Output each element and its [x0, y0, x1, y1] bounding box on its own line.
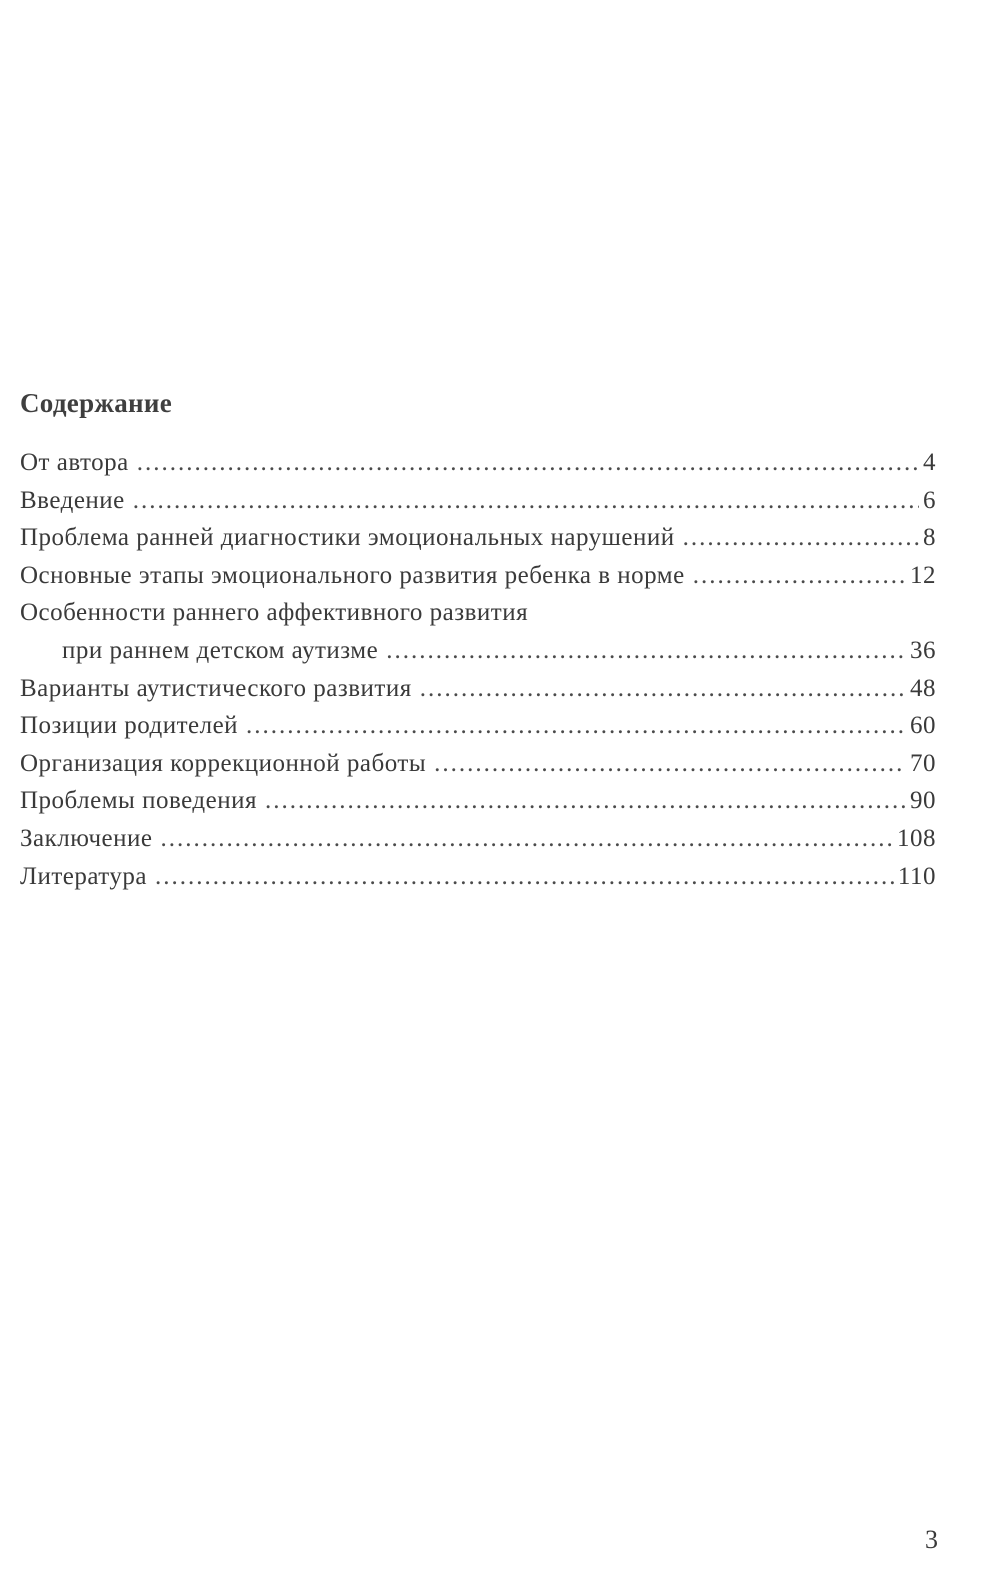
toc-leader-dots — [137, 445, 919, 481]
toc-entry-page: 8 — [923, 524, 936, 552]
toc-entry-label: Введение — [20, 486, 125, 514]
toc-leader-dots — [434, 746, 906, 782]
toc-list — [20, 445, 936, 895]
toc-title: Содержание — [20, 388, 173, 418]
toc-entry-label: Особенности раннего аффективного развития — [20, 599, 529, 627]
page-number: 3 — [925, 1525, 938, 1554]
toc-leader-dots — [693, 558, 906, 594]
toc-entry-page: 70 — [910, 749, 936, 777]
toc-entry-page: 90 — [910, 787, 936, 815]
toc-entry-label: Проблемы поведения — [20, 787, 257, 815]
toc-entry-page: 60 — [910, 712, 936, 740]
toc-entry — [20, 859, 936, 895]
toc-entry-label: Основные этапы эмоционального развития ребенка в норме — [20, 561, 685, 589]
toc-leader-dots — [420, 671, 906, 707]
toc-leader-dots — [386, 633, 906, 669]
toc-entry-label: От автора — [20, 449, 129, 476]
toc-entry-label: Литература — [20, 862, 147, 890]
toc-entry-label: Организация коррекционной работы — [20, 749, 427, 777]
toc-entry-label: Заключение — [20, 824, 153, 852]
toc-entry-label: Варианты аутистического развития — [20, 674, 412, 702]
toc-entry — [20, 708, 936, 744]
toc-entry-label: при раннем детском аутизме — [62, 636, 379, 664]
toc-entry — [20, 783, 936, 819]
toc-entry-page: 110 — [897, 862, 936, 890]
toc-leader-dots — [246, 708, 906, 744]
toc-entry — [20, 671, 936, 707]
toc-entry — [20, 558, 936, 594]
toc-entry-page: 12 — [910, 561, 936, 589]
toc-entry — [20, 746, 936, 782]
toc-entry-label: Проблема ранней диагностики эмоциональных нарушений — [20, 524, 675, 552]
toc-entry-page: 4 — [923, 449, 936, 476]
toc-leader-dots — [161, 821, 894, 857]
toc-leader-dots — [683, 520, 919, 556]
toc-entry-line1 — [20, 595, 936, 631]
toc-entry — [20, 445, 936, 481]
toc-leader-dots — [133, 483, 919, 519]
toc-entry-page: 48 — [910, 674, 936, 702]
toc-entry-page: 108 — [897, 824, 936, 852]
toc-entry — [20, 821, 936, 857]
toc-leader-dots — [155, 859, 894, 895]
table-of-contents — [20, 383, 936, 896]
toc-entry-label: Позиции родителей — [20, 712, 239, 740]
toc-entry — [20, 483, 936, 519]
toc-entry — [20, 520, 936, 556]
toc-entry-line2 — [20, 633, 936, 669]
toc-entry-page: 6 — [923, 486, 936, 514]
toc-leader-dots — [265, 783, 906, 819]
toc-entry-page: 36 — [910, 636, 936, 664]
